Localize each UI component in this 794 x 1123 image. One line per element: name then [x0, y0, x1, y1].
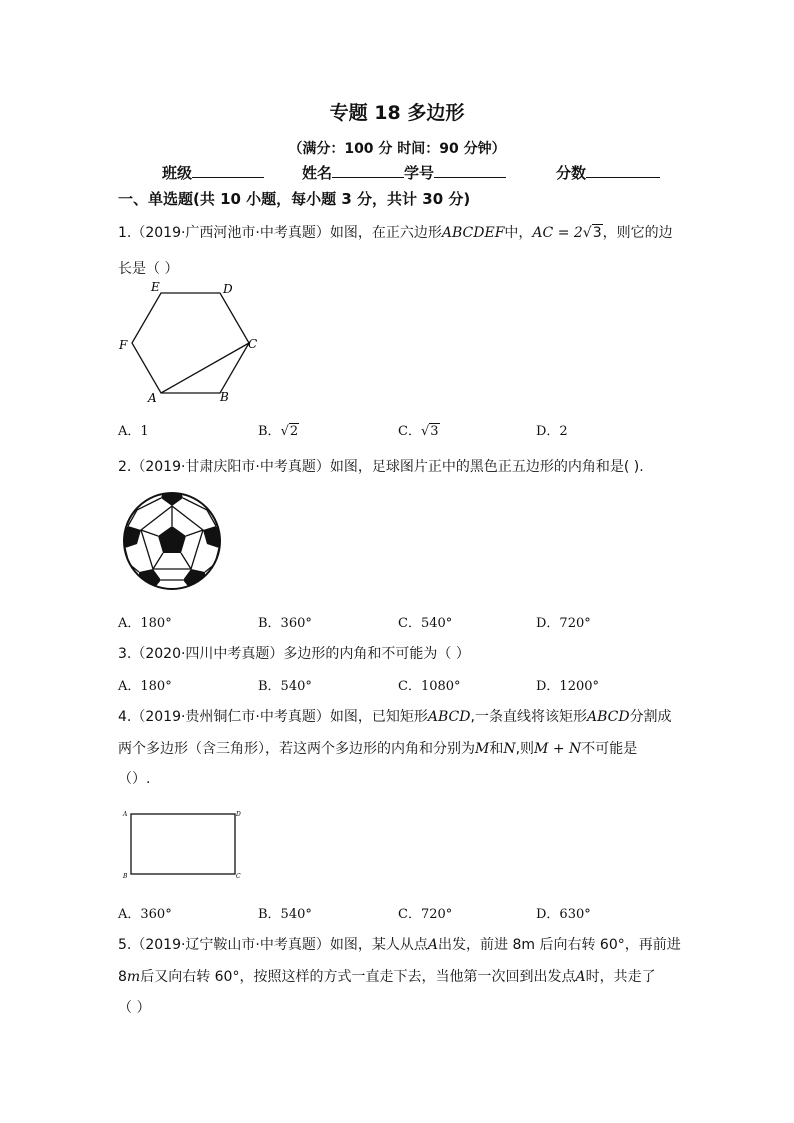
rect-label-c: C [236, 873, 241, 880]
page-title: 专题 18 多边形 [329, 102, 465, 124]
q4-option-a[interactable]: A．360° [118, 907, 172, 922]
q1-option-d[interactable]: D．2 [536, 424, 568, 439]
q4-option-d[interactable]: D．630° [536, 907, 591, 922]
q3-option-a[interactable]: A．180° [118, 679, 172, 694]
q2-option-c[interactable]: C．540° [398, 616, 453, 631]
question-4-line-3: （）. [118, 771, 151, 787]
id-label: 学号 [404, 164, 435, 182]
name-blank[interactable] [332, 163, 404, 178]
class-blank[interactable] [192, 163, 264, 178]
hexagon-name: ABCDEF [441, 225, 505, 241]
rect-label-b: B [123, 873, 128, 880]
question-5-line-2: 8m后又向右转 60°，按照这样的方式一直走下去，当他第一次回到出发点A时，共走了 [118, 969, 656, 985]
q3-option-b[interactable]: B．540° [258, 679, 312, 694]
vertex-label-d: D [223, 282, 233, 296]
page-subtitle: （满分：100 分 时间：90 分钟） [288, 141, 506, 157]
score-blank[interactable] [586, 163, 660, 178]
score-field [556, 162, 660, 183]
q4-option-b[interactable]: B．540° [258, 907, 312, 922]
question-2-line-1: 2.（2019·甘肃庆阳市·中考真题）如图，足球图片正中的黑色正五边形的内角和是( ). [118, 459, 644, 475]
class-field [162, 162, 264, 183]
question-5-line-1: 5.（2019·辽宁鞍山市·中考真题）如图，某人从点A出发，前进 8m 后向右转 60°，再前进 [118, 937, 681, 953]
class-label: 班级 [162, 164, 193, 182]
vertex-label-e: E [151, 280, 160, 294]
q2-option-a[interactable]: A．180° [118, 616, 172, 631]
q1-option-b[interactable]: B．√2 [258, 424, 299, 439]
q3-option-c[interactable]: C．1080° [398, 679, 461, 694]
question-1-line-2: 长是（ ） [118, 261, 179, 277]
section-title: 一、单选题(共 10 小题，每小题 3 分，共计 30 分) [118, 190, 471, 208]
rect-label-a: A [123, 811, 128, 818]
equation-ac: AC = 2 [532, 225, 583, 241]
vertex-label-a: A [148, 391, 157, 405]
id-blank[interactable] [434, 163, 506, 178]
score-label: 分数 [556, 164, 587, 182]
q1-option-a[interactable]: A．1 [118, 424, 149, 439]
question-3-line-1: 3.（2020·四川中考真题）多边形的内角和不可能为（ ） [118, 646, 470, 662]
q1-option-c[interactable]: C．√3 [398, 424, 439, 439]
hexagon-shape [132, 293, 249, 393]
question-5-line-3: （ ） [118, 1000, 151, 1016]
vertex-label-f: F [119, 338, 128, 352]
vertex-label-c: C [248, 337, 258, 351]
rect-label-d: D [236, 811, 241, 818]
q2-option-d[interactable]: D．720° [536, 616, 591, 631]
soccer-ball-figure [121, 490, 223, 592]
name-label: 姓名 [302, 164, 333, 182]
name-field [302, 162, 506, 183]
q2-option-b[interactable]: B．360° [258, 616, 312, 631]
sqrt-symbol: √3 [582, 225, 602, 241]
rectangle-figure [120, 806, 244, 882]
hexagon-figure [116, 280, 266, 408]
question-4-line-1: 4.（2019·贵州铜仁市·中考真题）如图，已知矩形ABCD,一条直线将该矩形ABCD分割成 [118, 709, 672, 725]
q3-option-d[interactable]: D．1200° [536, 679, 600, 694]
vertex-label-b: B [220, 390, 229, 404]
diagonal-ac [161, 343, 249, 393]
q4-option-c[interactable]: C．720° [398, 907, 453, 922]
rectangle-shape [131, 814, 235, 874]
question-4-line-2: 两个多边形（含三角形），若这两个多边形的内角和分别为M和N,则M + N不可能是 [118, 741, 638, 757]
question-1-line-1: 1.（2019·广西河池市·中考真题）如图，在正六边形ABCDEF中，AC = 2√3，则它的边 [118, 225, 673, 241]
